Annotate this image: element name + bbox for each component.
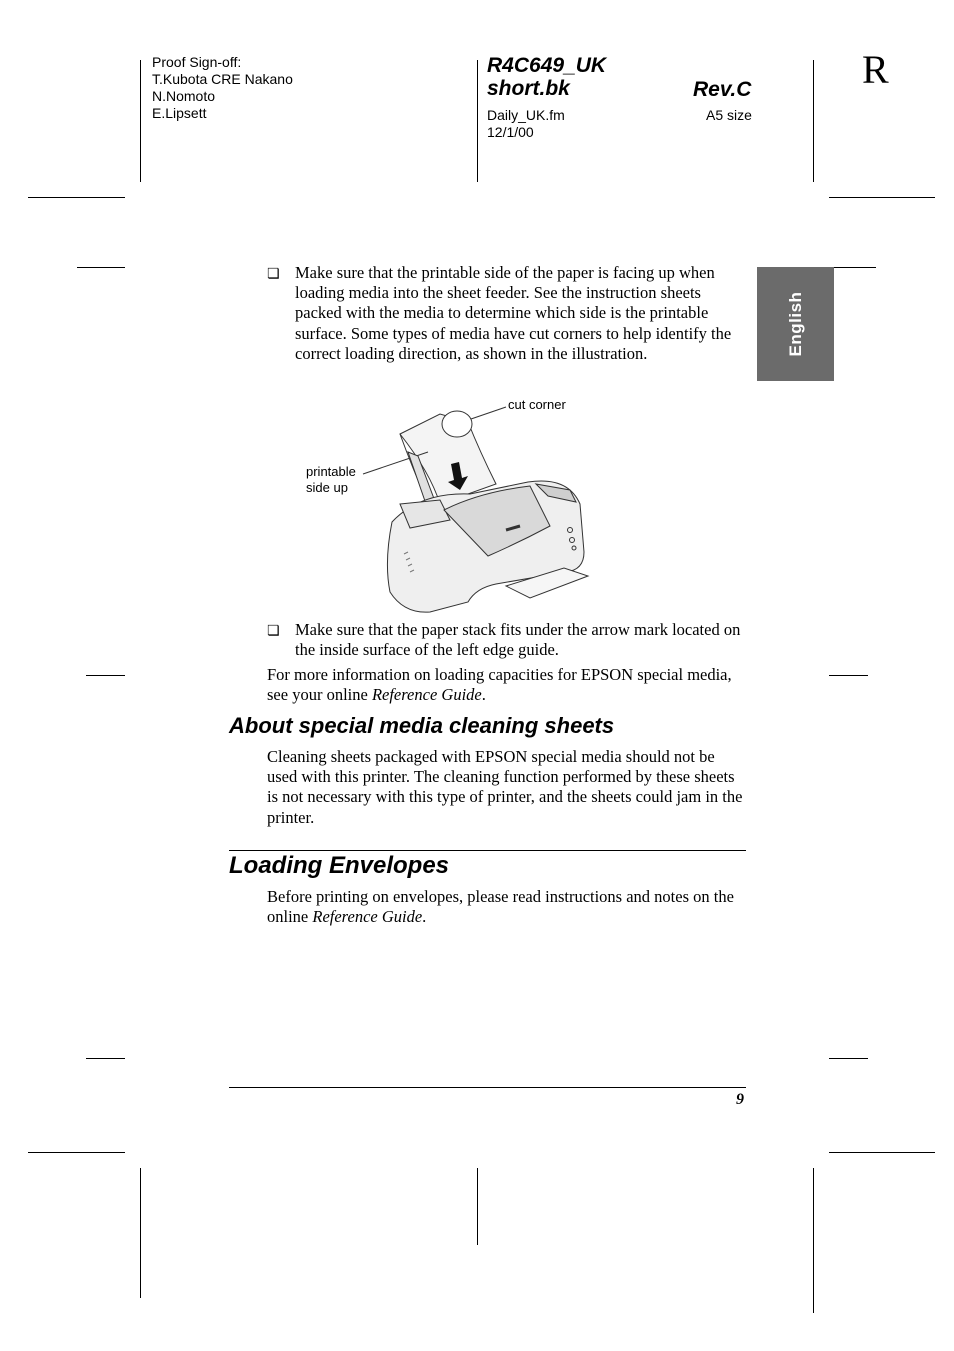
label-cut-corner: cut corner (508, 397, 566, 412)
proof-line: Proof Sign-off: (152, 54, 242, 70)
crop-mark (86, 1058, 125, 1059)
section-heading: Loading Envelopes (229, 852, 450, 879)
paragraph-text: . (481, 685, 486, 705)
label-printable-line1: printable (306, 464, 356, 479)
reference-guide-title: Reference Guide (371, 685, 482, 705)
language-tab-label: English (785, 291, 805, 357)
doc-title-line2: short.bk (487, 77, 570, 100)
proof-signoff (152, 54, 293, 122)
reference-guide-title: Reference Guide (312, 907, 423, 927)
section-divider (229, 850, 746, 851)
doc-title (487, 54, 606, 100)
corner-letter: R (862, 47, 889, 92)
crop-mark (140, 1168, 141, 1298)
doc-title-line1: R4C649_UK (487, 54, 607, 77)
crop-mark (829, 1058, 868, 1059)
list-item-text: Make sure that the printable side of the paper is facing up when loading media into the sheet feeder. See the instruction sheets packed with the media to determine which side is the printable surface. Some types of media have cut corners to help identify the correct loading direction, as shown in the illustration. (295, 263, 732, 363)
paragraph-envelopes (267, 887, 747, 927)
crop-mark (77, 267, 125, 268)
crop-mark (477, 1168, 478, 1245)
crop-mark (28, 197, 125, 198)
crop-mark (813, 1168, 814, 1313)
paragraph-text: For more information on loading capacities for EPSON special media, see your online (267, 665, 732, 705)
proof-line: N.Nomoto (152, 88, 216, 104)
paragraph-text: . (422, 907, 427, 927)
file-date: 12/1/00 (487, 124, 534, 140)
paragraph-more-info (267, 665, 747, 705)
printer-drawing (300, 392, 600, 618)
proof-line: T.Kubota CRE Nakano (152, 71, 293, 87)
list-item (267, 620, 747, 660)
crop-mark (829, 197, 935, 198)
list-item (267, 263, 747, 364)
crop-mark (140, 60, 141, 182)
list-item-text: Make sure that the paper stack fits under the arrow mark located on the inside surface of the left edge guide. (295, 620, 741, 660)
proof-line: E.Lipsett (152, 105, 207, 121)
checkbox-bullet-icon: ❏ (267, 623, 280, 639)
section-heading: About special media cleaning sheets (229, 713, 615, 738)
label-printable-line2: side up (306, 480, 348, 495)
file-info (487, 107, 565, 141)
file-name: Daily_UK.fm (487, 107, 565, 123)
paragraph-text: Before printing on envelopes, please read instructions and notes on the online (267, 887, 734, 927)
paper-size: A5 size (706, 107, 752, 123)
crop-mark (86, 675, 125, 676)
language-tab (757, 267, 834, 381)
crop-mark (829, 675, 868, 676)
label-printable-side (306, 464, 356, 496)
crop-mark (829, 1152, 935, 1153)
paragraph-cleaning: Cleaning sheets packaged with EPSON special media should not be used with this printer. The cleaning function performed by these sheets is not necessary with this type of printer, and the sheets could jam in the printer. (267, 747, 743, 827)
crop-mark (813, 60, 814, 182)
checkbox-bullet-icon: ❏ (267, 266, 280, 282)
crop-mark (829, 267, 876, 268)
page-number: 9 (736, 1091, 744, 1108)
footer-rule (229, 1087, 746, 1088)
revision: Rev.C (693, 78, 752, 101)
printer-illustration (300, 392, 600, 618)
crop-mark (28, 1152, 125, 1153)
crop-mark (477, 60, 478, 182)
